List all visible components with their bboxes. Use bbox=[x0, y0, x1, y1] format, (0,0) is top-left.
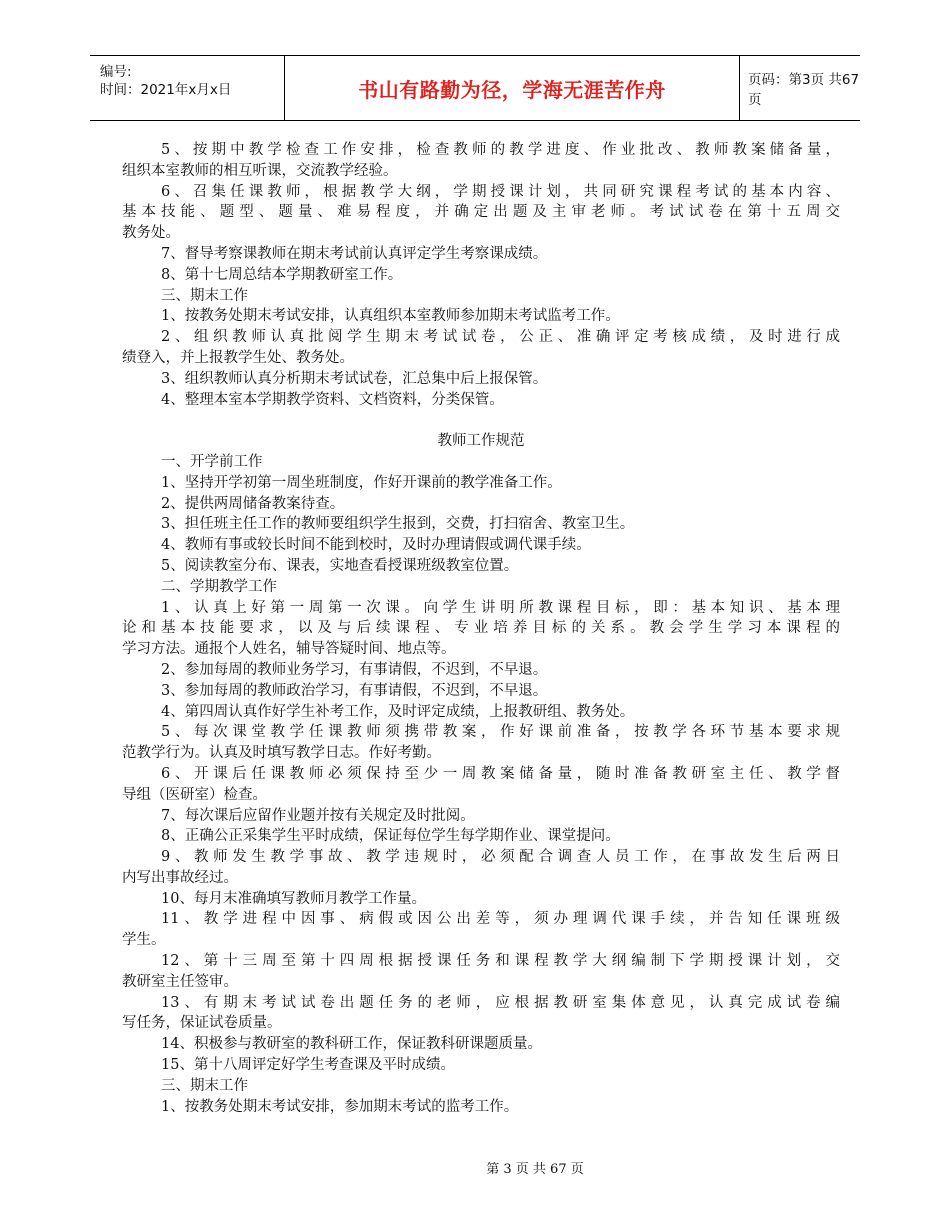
text-line: 1、按教务处期末考试安排，参加期末考试的监考工作。 bbox=[161, 1098, 519, 1115]
text-line: 三、期末工作 bbox=[161, 1077, 248, 1094]
document-body bbox=[122, 140, 840, 1117]
text-line: 6、召集任课教师，根据教学大纲，学期授课计划，共同研究课程考试的基本内容、 bbox=[161, 183, 840, 200]
text-line: 12、第十三周至第十四周根据授课任务和课程教学大纲编制下学期授课计划，交 bbox=[161, 953, 840, 970]
text-line: 7、每次课后应留作业题并按有关规定及时批阅。 bbox=[161, 807, 475, 824]
document-number-label: 编号: bbox=[100, 64, 132, 80]
text-line: 14、积极参与教研室的教科研工作，保证教科研课题质量。 bbox=[161, 1036, 542, 1053]
section-title: 教师工作规范 bbox=[437, 433, 525, 450]
text-line: 一、开学前工作 bbox=[161, 453, 263, 470]
page-footer bbox=[0, 1158, 950, 1177]
text-line: 绩登入，并上报教学生处、教务处。 bbox=[122, 349, 354, 366]
text-line: 教研室主任签审。 bbox=[122, 973, 238, 990]
text-line: 15、第十八周评定好学生考查课及平时成绩。 bbox=[161, 1057, 455, 1074]
text-line: 8、正确公正采集学生平时成绩，保证每位学生每学期作业、课堂提问。 bbox=[161, 828, 620, 845]
text-line: 5、每次课堂教学任课教师须携带教案，作好课前准备，按教学各环节基本要求规 bbox=[161, 724, 840, 741]
header-motto: 书山有路勤为径，学海无涯苦作舟 bbox=[285, 56, 740, 120]
text-line: 5、阅读教室分布、课表，实地查看授课班级教室位置。 bbox=[161, 557, 519, 574]
text-line: 1、坚持开学初第一周坐班制度，作好开课前的教学准备工作。 bbox=[161, 474, 562, 491]
text-line: 3、参加每周的教师政治学习，有事请假，不迟到，不早退。 bbox=[161, 682, 548, 699]
text-line: 10、每月末准确填写教师月教学工作量。 bbox=[161, 890, 426, 907]
document-time-label: 时间：2021年x月x日 bbox=[100, 82, 232, 98]
text-line: 基本技能、题型、题量、难易程度，并确定出题及主审老师。考试试卷在第十五周交 bbox=[122, 204, 840, 221]
text-line: 学生。 bbox=[122, 932, 166, 949]
text-line: 论和基本技能要求，以及与后续课程、专业培养目标的关系。教会学生学习本课程的 bbox=[122, 620, 840, 637]
text-line: 3、组织教师认真分析期末考试试卷，汇总集中后上报保管。 bbox=[161, 370, 548, 387]
text-line: 5、按期中教学检查工作安排，检查教师的教学进度、作业批改、教师教案储备量， bbox=[161, 142, 840, 158]
text-line: 11、教学进程中因事、病假或因公出差等，须办理调代课手续，并告知任课班级 bbox=[161, 911, 840, 928]
text-line: 写任务，保证试卷质量。 bbox=[122, 1015, 282, 1032]
text-line: 13、有期末考试试卷出题任务的老师，应根据教研室集体意见，认真完成试卷编 bbox=[161, 994, 840, 1011]
text-line: 2、组织教师认真批阅学生期末考试试卷，公正、准确评定考核成绩，及时进行成 bbox=[161, 329, 840, 346]
footer-page-number: 第 3 页 共 67 页 bbox=[486, 1162, 584, 1177]
text-line: 8、第十七周总结本学期教研室工作。 bbox=[161, 266, 403, 283]
text-line: 2、提供两周储备教案待查。 bbox=[161, 495, 345, 512]
text-line: 2、参加每周的教师业务学习，有事请假，不迟到，不早退。 bbox=[161, 661, 548, 678]
header-page-number: 页码：第3页 共67页 bbox=[748, 72, 860, 108]
text-line: 教务处。 bbox=[122, 225, 180, 242]
text-line: 9、教师发生教学事故、教学违规时，必须配合调查人员工作，在事故发生后两日 bbox=[161, 849, 840, 866]
text-line: 3、担任班主任工作的教师要组织学生报到，交费，打扫宿舍、教室卫生。 bbox=[161, 516, 635, 533]
text-line: 1、按教务处期末考试安排，认真组织本室教师参加期末考试监考工作。 bbox=[161, 308, 620, 325]
text-line: 范教学行为。认真及时填写教学日志。作好考勤。 bbox=[122, 745, 441, 762]
text-line: 7、督导考察课教师在期末考试前认真评定学生考察课成绩。 bbox=[161, 245, 548, 262]
text-line: 4、教师有事或较长时间不能到校时，及时办理请假或调代课手续。 bbox=[161, 537, 591, 554]
text-line: 4、整理本室本学期教学资料、文档资料，分类保管。 bbox=[161, 391, 504, 408]
blank-line bbox=[122, 410, 840, 431]
header-meta bbox=[90, 56, 285, 120]
text-line: 三、期末工作 bbox=[161, 287, 248, 304]
text-line: 学习方法。通报个人姓名，辅导答疑时间、地点等。 bbox=[122, 641, 456, 658]
text-line: 二、学期教学工作 bbox=[161, 578, 277, 595]
text-line: 4、第四周认真作好学生补考工作，及时评定成绩，上报教研组、教务处。 bbox=[161, 703, 635, 720]
text-line: 导组（医研室）检查。 bbox=[122, 786, 267, 803]
text-line: 1、认真上好第一周第一次课。向学生讲明所教课程目标，即：基本知识、基本理 bbox=[161, 599, 840, 616]
page-header bbox=[90, 55, 860, 121]
text-line: 组织本室教师的相互听课，交流教学经验。 bbox=[122, 162, 398, 179]
text-line: 内写出事故经过。 bbox=[122, 869, 238, 886]
text-line: 6、开课后任课教师必须保持至少一周教案储备量，随时准备教研室主任、教学督 bbox=[161, 765, 840, 782]
